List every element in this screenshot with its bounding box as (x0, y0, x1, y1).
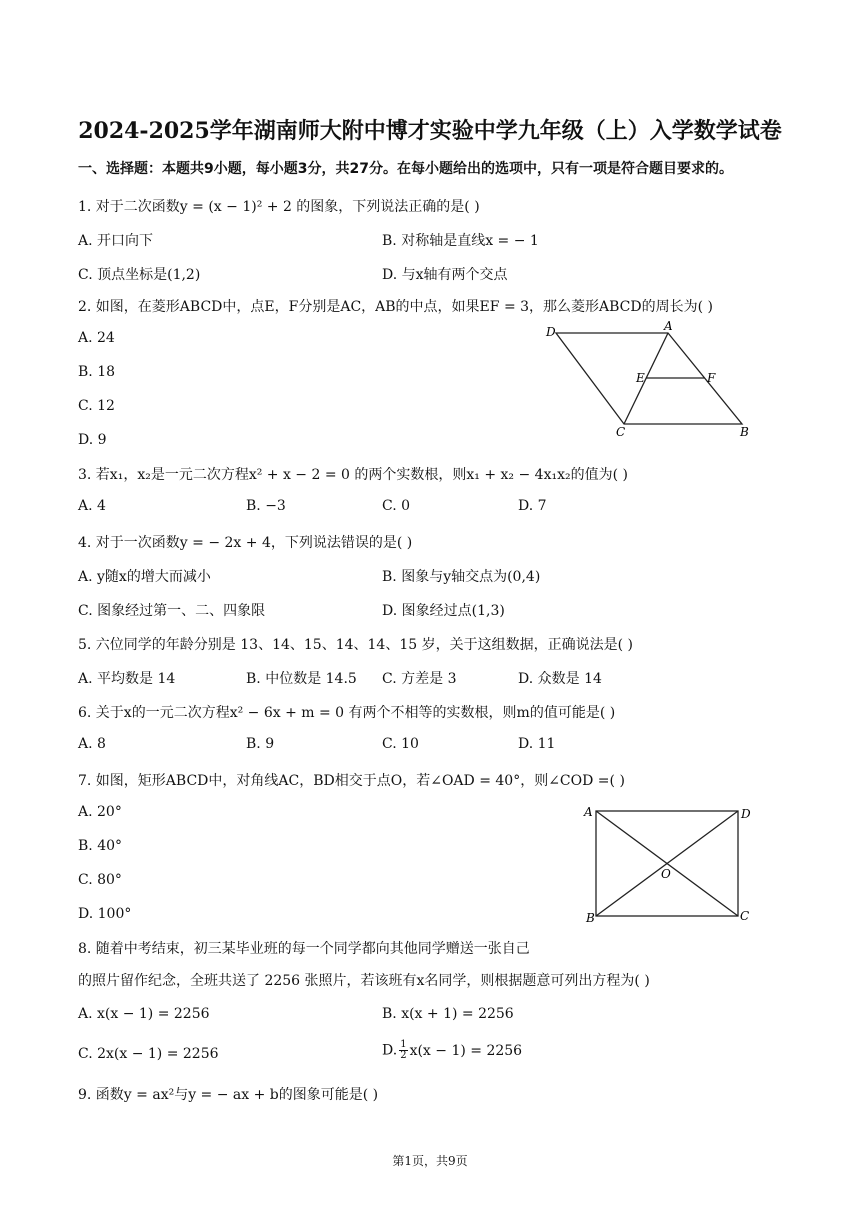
label-o: O (661, 867, 671, 881)
frac-numerator: 1 (400, 1039, 407, 1050)
question-9-stem: 9. 函数y = ax²与y = − ax + b的图象可能是( ) (78, 1087, 379, 1103)
label-c: C (616, 425, 626, 439)
q3-option-a: A. 4 (78, 498, 106, 514)
q7-option-a: A. 20° (78, 804, 122, 820)
q6-option-c: C. 10 (382, 736, 419, 752)
label-b: B (586, 911, 595, 925)
label-d: D (741, 807, 751, 821)
q2-option-b: B. 18 (78, 364, 116, 380)
q1-option-a: A. 开口向下 (78, 233, 154, 249)
q4-option-b: B. 图象与y轴交点为(0,4) (382, 569, 541, 585)
q6-option-b: B. 9 (246, 736, 275, 752)
q8-option-d: x(x − 1) = 2256 (409, 1042, 523, 1059)
question-2-stem: 2. 如图，在菱形ABCD中，点E，F分别是AC，AB的中点，如果EF = 3，那么菱形ABCD的周长为( ) (78, 299, 713, 315)
q4-option-d: D. 图象经过点(1,3) (382, 603, 505, 619)
q7-option-c: C. 80° (78, 872, 122, 888)
section-heading: 一、选择题：本题共9小题，每小题3分，共27分。在每小题给出的选项中，只有一项是符合题目要求的。 (78, 161, 733, 177)
q5-option-b: B. 中位数是 14.5 (246, 671, 357, 687)
page-title: 2024-2025学年湖南师大附中博才实验中学九年级（上）入学数学试卷 (78, 118, 782, 144)
question-3-stem: 3. 若x₁，x₂是一元二次方程x² + x − 2 = 0 的两个实数根，则x₁ + x₂ − 4x₁x₂的值为( ) (78, 467, 628, 483)
label-d: D (546, 325, 556, 339)
question-5-stem: 5. 六位同学的年龄分别是 13、14、15、14、14、15 岁，关于这组数据，正确说法是( ) (78, 637, 633, 653)
q3-option-b: B. −3 (246, 498, 286, 514)
label-b: B (740, 425, 749, 439)
question-8-stem: 8. 随着中考结束，初三某毕业班的每一个同学都向其他同学赠送一张自己 (78, 941, 530, 957)
q1-option-b: B. 对称轴是直线x = − 1 (382, 233, 539, 249)
question-4-stem: 4. 对于一次函数y = − 2x + 4，下列说法错误的是( ) (78, 535, 413, 551)
q4-option-a: A. y随x的增大而减小 (78, 569, 211, 585)
q6-option-a: A. 8 (78, 736, 106, 752)
question-6-stem: 6. 关于x的一元二次方程x² − 6x + m = 0 有两个不相等的实数根，则m的值可能是( ) (78, 705, 616, 721)
label-f: F (707, 371, 716, 385)
q8-option-b: B. x(x + 1) = 2256 (382, 1006, 514, 1022)
q2-option-d: D. 9 (78, 432, 107, 448)
label-a: A (664, 319, 673, 333)
q8-option-a: A. x(x − 1) = 2256 (78, 1006, 210, 1022)
q7-option-b: B. 40° (78, 838, 123, 854)
label-c: C (740, 909, 750, 923)
page-footer: 第1页，共9页 (392, 1154, 468, 1168)
q3-option-d: D. 7 (518, 498, 547, 514)
q5-option-d: D. 众数是 14 (518, 671, 602, 687)
q4-option-c: C. 图象经过第一、二、四象限 (78, 603, 266, 619)
q2-option-c: C. 12 (78, 398, 115, 414)
question-1-stem: 1. 对于二次函数y = (x − 1)² + 2 的图象，下列说法正确的是( ) (78, 199, 480, 215)
q8-option-c: C. 2x(x − 1) = 2256 (78, 1046, 219, 1062)
q1-option-c: C. 顶点坐标是(1,2) (78, 267, 201, 283)
q2-option-a: A. 24 (78, 330, 115, 346)
question-7-stem: 7. 如图，矩形ABCD中，对角线AC，BD相交于点O，若∠OAD = 40°，则∠COD =( ) (78, 773, 625, 789)
fraction-one-half (399, 1040, 407, 1061)
q8-option-d-wrapper: D. $\frac{1}{2}$ x(x − 1) = 2256 (382, 1039, 523, 1061)
frac-denominator: 2 (400, 1050, 407, 1061)
q1-option-d: D. 与x轴有两个交点 (382, 267, 508, 283)
q3-option-c: C. 0 (382, 498, 411, 514)
label-a: A (584, 805, 593, 819)
rectangle-figure (580, 800, 760, 926)
rhombus-figure (540, 318, 760, 442)
q5-option-a: A. 平均数是 14 (78, 671, 176, 687)
q5-option-c: C. 方差是 3 (382, 671, 457, 687)
label-e: E (636, 371, 645, 385)
q6-option-d: D. 11 (518, 736, 556, 752)
question-8-stem-continued: 的照片留作纪念，全班共送了 2256 张照片，若该班有x名同学，则根据题意可列出方程为( ) (78, 973, 650, 989)
q7-option-d: D. 100° (78, 906, 132, 922)
